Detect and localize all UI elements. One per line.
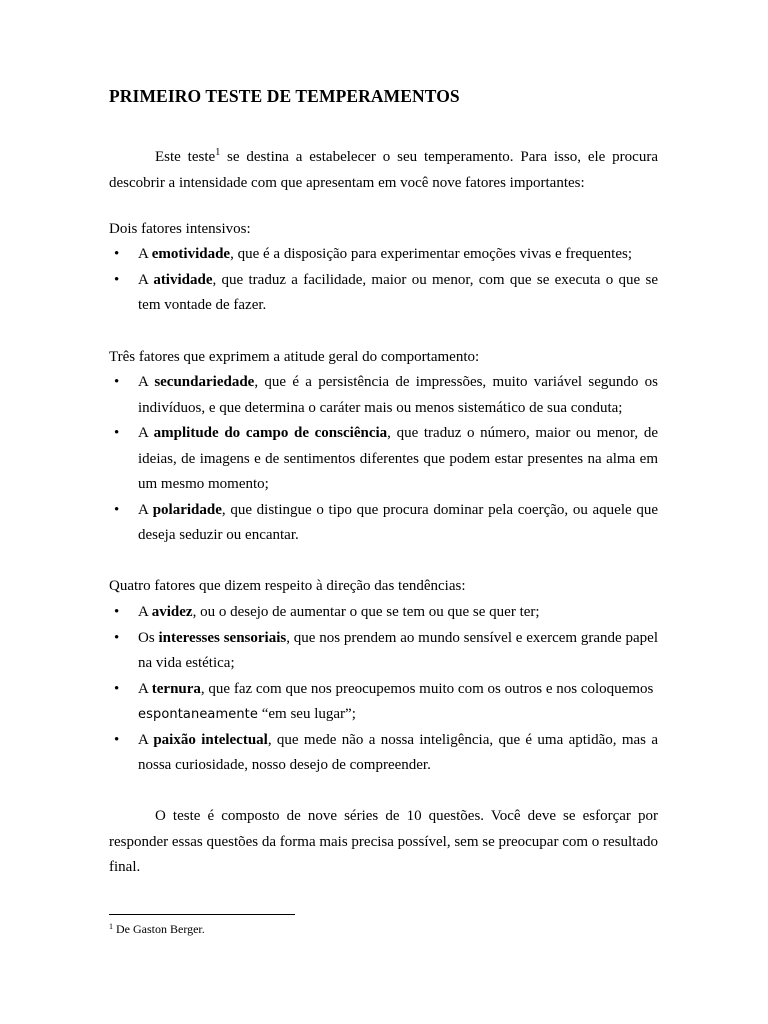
list-item: • A emotividade, que é a disposição para experimentar emoções vivas e frequentes; — [109, 242, 658, 268]
factor-name: paixão intelectual — [153, 731, 268, 748]
list-item: • A secundariedade, que é a persistência de impressões, muito variável segundo os indivíduos, e que determina o caráter mais ou menos sistemático de sua conduta; — [109, 370, 658, 421]
closing-paragraph: O teste é composto de nove séries de 10 questões. Você deve se esforçar por responder essas questões da forma mais precisa possível, sem se preocupar com o resultado final. — [109, 808, 659, 875]
footnote — [109, 921, 205, 937]
list-item: • A polaridade, que distingue o tipo que procura dominar pela coerção, ou aquele que deseja seduzir ou encantar. — [109, 498, 658, 549]
page-title: PRIMEIRO TESTE DE TEMPERAMENTOS — [109, 86, 460, 106]
list-item: • Os interesses sensoriais, que nos prendem ao mundo sensível e exercem grande papel na vida estética; — [109, 626, 658, 677]
factor-name: atividade — [153, 271, 213, 288]
factor-name: emotividade — [151, 246, 231, 262]
list-item: • A amplitude do campo de consciência, que traduz o número, maior ou menor, de ideias, de imagens e de sentimentos diferentes que podem estar presentes na alma em um mesmo momento; — [109, 421, 658, 498]
list-item: • A avidez, ou o desejo de aumentar o que se tem ou que se quer ter; — [109, 600, 658, 626]
factor-name: interesses sensoriais — [158, 629, 287, 646]
group2-list — [109, 370, 658, 549]
list-item: • A ternura, que faz com que nos preocupemos muito com os outros e nos coloquemos espontaneamente “em seu lugar”; — [109, 677, 658, 728]
footnote-mark: 1 — [109, 922, 113, 931]
factor-name: avidez — [151, 604, 193, 620]
intro-text-rest: se destina a estabelecer o seu temperamento. Para isso, ele procura descobrir a intensidade com que apresentam em você nove fatores importantes: — [109, 149, 658, 191]
factor-name: ternura — [151, 680, 201, 697]
group1-list — [109, 242, 658, 319]
intro-paragraph — [109, 145, 658, 196]
group3-list — [109, 600, 658, 779]
list-item: • A paixão intelectual, que mede não a nossa inteligência, que é uma aptidão, mas a nossa curiosidade, nosso desejo de compreender. — [109, 728, 658, 779]
footnote-separator — [109, 914, 295, 915]
group2-heading: Três fatores que exprimem a atitude geral do comportamento: — [109, 349, 480, 365]
footnote-text: De Gaston Berger. — [113, 922, 205, 936]
list-item: • A atividade, que traduz a facilidade, maior ou menor, com que se executa o que se tem vontade de fazer. — [109, 268, 658, 319]
group1-heading: Dois fatores intensivos: — [109, 221, 251, 237]
factor-name: secundariedade — [154, 374, 255, 390]
intro-text-start: Este teste — [155, 149, 216, 165]
factor-name: amplitude do campo de consciência — [153, 425, 388, 441]
factor-name: polaridade — [152, 501, 222, 518]
group3-heading: Quatro fatores que dizem respeito à direção das tendências: — [109, 578, 466, 594]
footnote-reference: 1 — [215, 147, 221, 158]
